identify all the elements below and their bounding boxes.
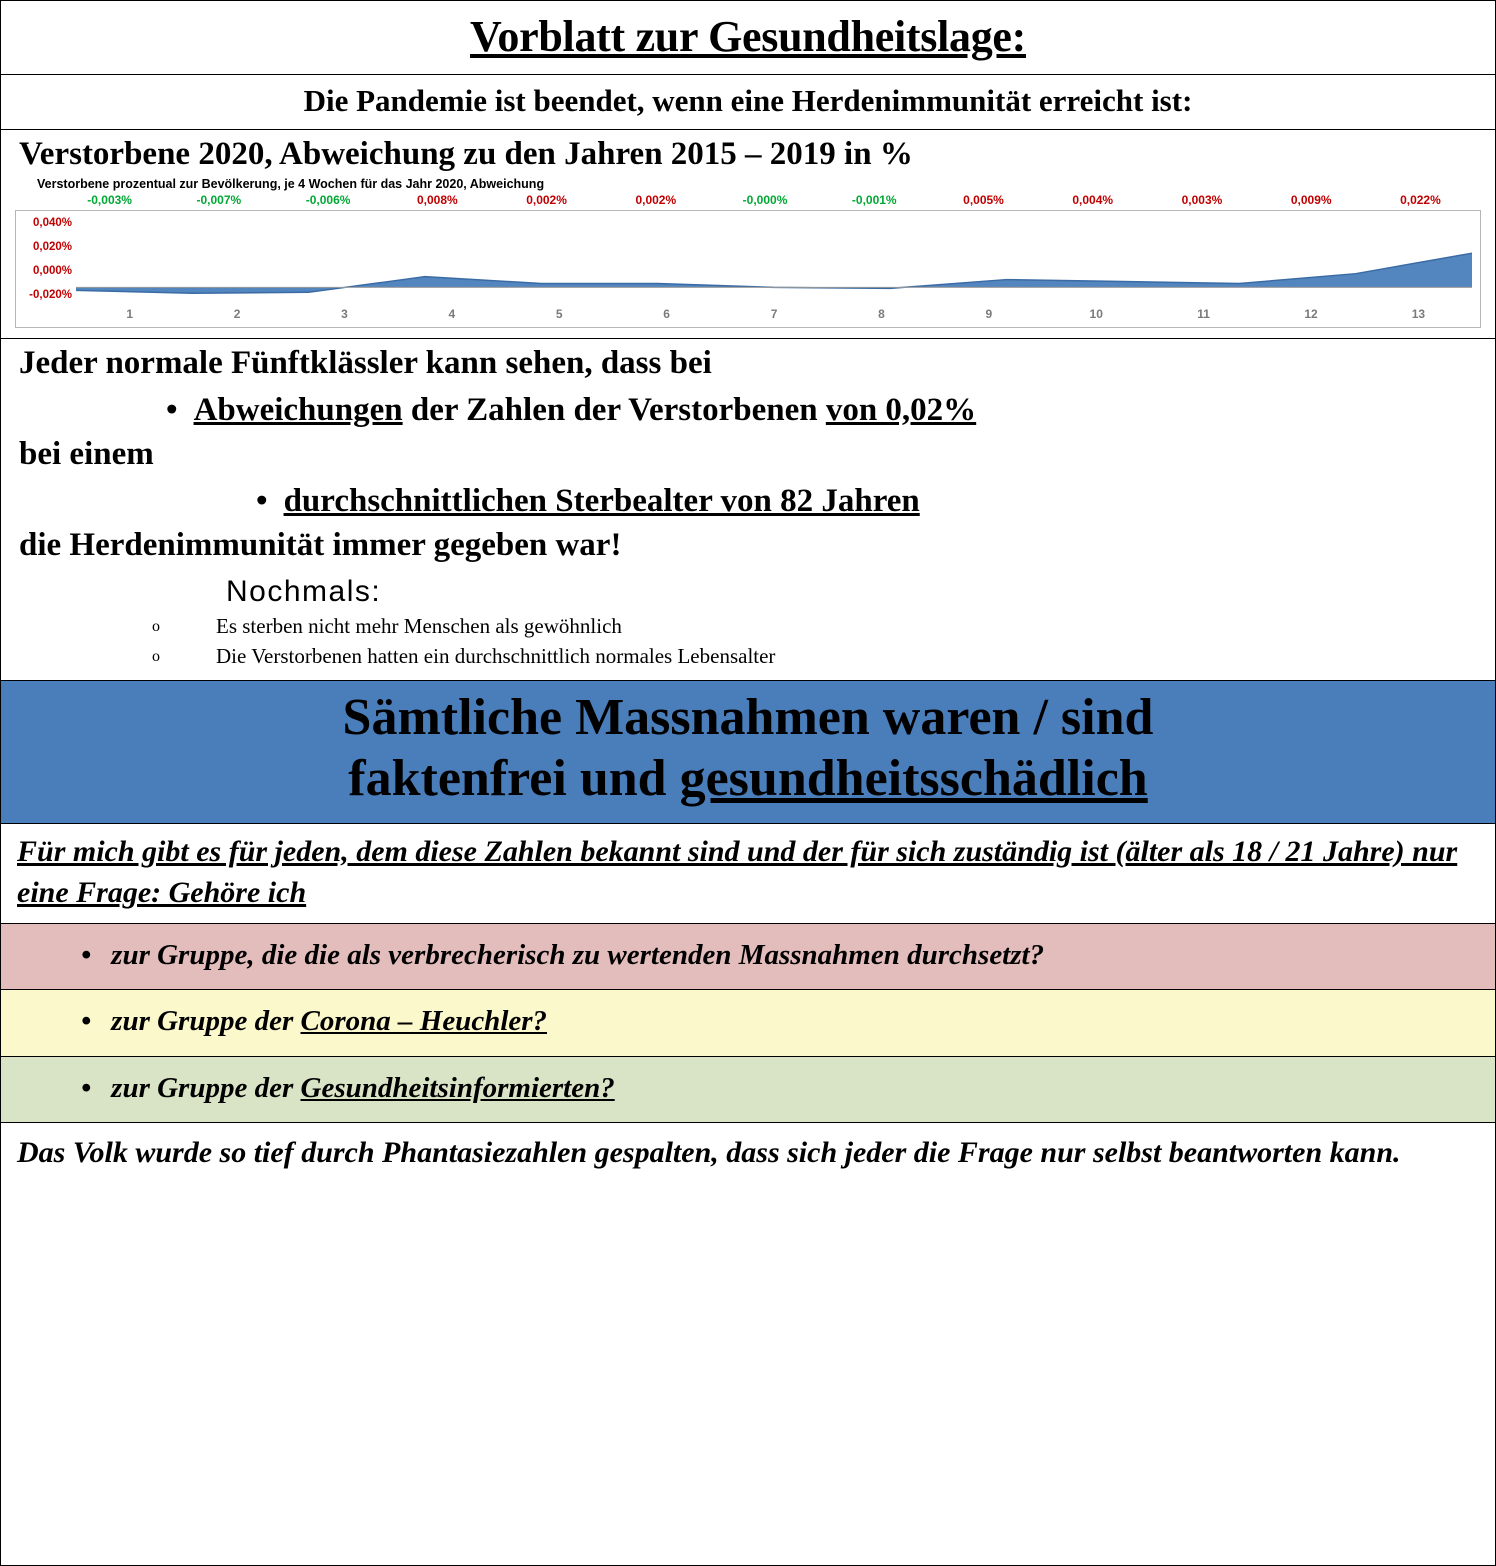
argument-section [1, 339, 1495, 681]
question-option-2-emph: Corona – Heuchler? [300, 1005, 548, 1038]
chart-x-tick: 2 [233, 307, 241, 321]
subtitle-block [1, 75, 1495, 130]
argument-bullet-2-text: durchschnittlichen Sterbealter von 82 Jahren [283, 482, 920, 519]
chart-data-label: 0,002% [635, 193, 677, 207]
argument-conclusion: die Herdenimmunität immer gegeben war! [19, 526, 622, 563]
argument-lead: Jeder normale Fünftklässler kann sehen, dass bei [19, 345, 712, 381]
list-item: o Die Verstorbenen hatten ein durchschnittlich normales Lebensalter [1, 641, 1495, 671]
chart-x-tick: 8 [878, 307, 885, 321]
chart-x-tick: 6 [663, 307, 670, 321]
title-block [1, 1, 1495, 75]
argument-bullet-1-mid: der Zahlen der Verstorbenen [402, 391, 826, 428]
argument-mid: bei einem [19, 435, 154, 472]
chart-data-label: -0,003% [87, 193, 132, 207]
subtitle-text: Die Pandemie ist beendet, wenn eine Herdenimmunität erreicht ist: [303, 83, 1193, 118]
chart-container [1, 175, 1495, 334]
chart-section [1, 130, 1495, 339]
question-option-3-emph: Gesundheitsinformierten? [300, 1071, 615, 1104]
question-option-2[interactable] [1, 990, 1495, 1056]
chart-y-tick: -0,020% [29, 289, 72, 301]
argument-bullet-1-emph: Abweichungen [193, 391, 403, 428]
argument-bullet-2 [1, 482, 1495, 521]
chart-data-label: -0,000% [742, 193, 788, 207]
chart-data-label: -0,006% [305, 193, 351, 207]
chart-data-label: 0,009% [1290, 193, 1332, 207]
chart-x-tick: 13 [1411, 307, 1426, 321]
banner-section [1, 681, 1495, 825]
chart-x-tick: 9 [985, 307, 993, 321]
chart-x-tick: 11 [1197, 307, 1210, 321]
list-item: o Es sterben nicht mehr Menschen als gewöhnlich [1, 611, 1495, 641]
argument-bullet-1 [1, 391, 1495, 430]
banner-line-2-plain: faktenfrei und [348, 749, 680, 807]
chart-x-tick: 1 [126, 307, 134, 321]
chart-y-axis [18, 211, 74, 327]
chart-title: Verstorbene prozentual zur Bevölkerung, je 4 Wochen für das Jahr 2020, Abweichung [37, 177, 545, 191]
chart-x-tick: 10 [1089, 307, 1103, 321]
page-title: Vorblatt zur Gesundheitslage: [470, 12, 1026, 61]
chart-y-tick: 0,020% [32, 241, 72, 253]
question-intro-section [1, 824, 1495, 924]
question-option-3[interactable] [1, 1057, 1495, 1123]
chart-data-label: -0,007% [196, 193, 242, 207]
chart-data-label: 0,004% [1072, 193, 1114, 207]
chart-area-series [76, 217, 1472, 305]
chart-x-tick: 4 [448, 307, 456, 321]
chart-x-tick: 7 [770, 307, 778, 321]
question-option-2-text [19, 1002, 1477, 1041]
chart-x-axis [76, 307, 1472, 325]
argument-bullet-1-value: von 0,02% [825, 391, 977, 428]
chart-x-tick: 3 [341, 307, 348, 321]
question-option-1[interactable] [1, 924, 1495, 990]
chart-x-tick: 5 [555, 307, 563, 321]
footer-text: Das Volk wurde so tief durch Phantasiezahlen gespalten, dass sich jeder die Frage nur selbst beantworten kann. [17, 1135, 1401, 1169]
chart-data-label: 0,005% [963, 193, 1004, 207]
chart-data-label: 0,022% [1400, 193, 1441, 207]
question-option-3-text [19, 1069, 1477, 1108]
chart-data-labels [15, 193, 1481, 210]
chart-data-label: -0,001% [851, 193, 897, 207]
chart-data-label: 0,008% [416, 193, 458, 207]
question-option-1-text: • zur Gruppe, die die als verbrecherisch zu wertenden Massnahmen durchsetzt? [19, 936, 1477, 975]
chart-y-tick: 0,040% [32, 217, 72, 229]
chart-y-tick: 0,000% [32, 265, 72, 277]
chart-x-tick: 12 [1304, 307, 1318, 321]
chart-data-label: 0,003% [1181, 193, 1223, 207]
banner-line-2-emph: gesundheitsschädlich [679, 749, 1148, 807]
chart-section-heading: Verstorbene 2020, Abweichung zu den Jahren 2015 – 2019 in % [19, 136, 913, 172]
argument-sub-list [1, 611, 1495, 672]
question-option-3-prefix: zur Gruppe der [111, 1071, 301, 1104]
chart-plot-frame [15, 210, 1481, 328]
chart-data-label: 0,002% [526, 193, 567, 207]
question-intro-text: Für mich gibt es für jeden, dem diese Zahlen bekannt sind und der für sich zuständig ist (älter als 18 / 21 Jahre) nur eine Frage: Gehöre ich [17, 835, 1458, 909]
footer-section [1, 1123, 1495, 1565]
argument-nochmals-heading: Nochmals: [226, 574, 382, 608]
banner-line-2 [11, 748, 1485, 809]
banner-line-1: Sämtliche Massnahmen waren / sind [342, 688, 1154, 746]
question-option-2-prefix: zur Gruppe der [111, 1005, 301, 1038]
chart-plot-area [76, 217, 1472, 305]
